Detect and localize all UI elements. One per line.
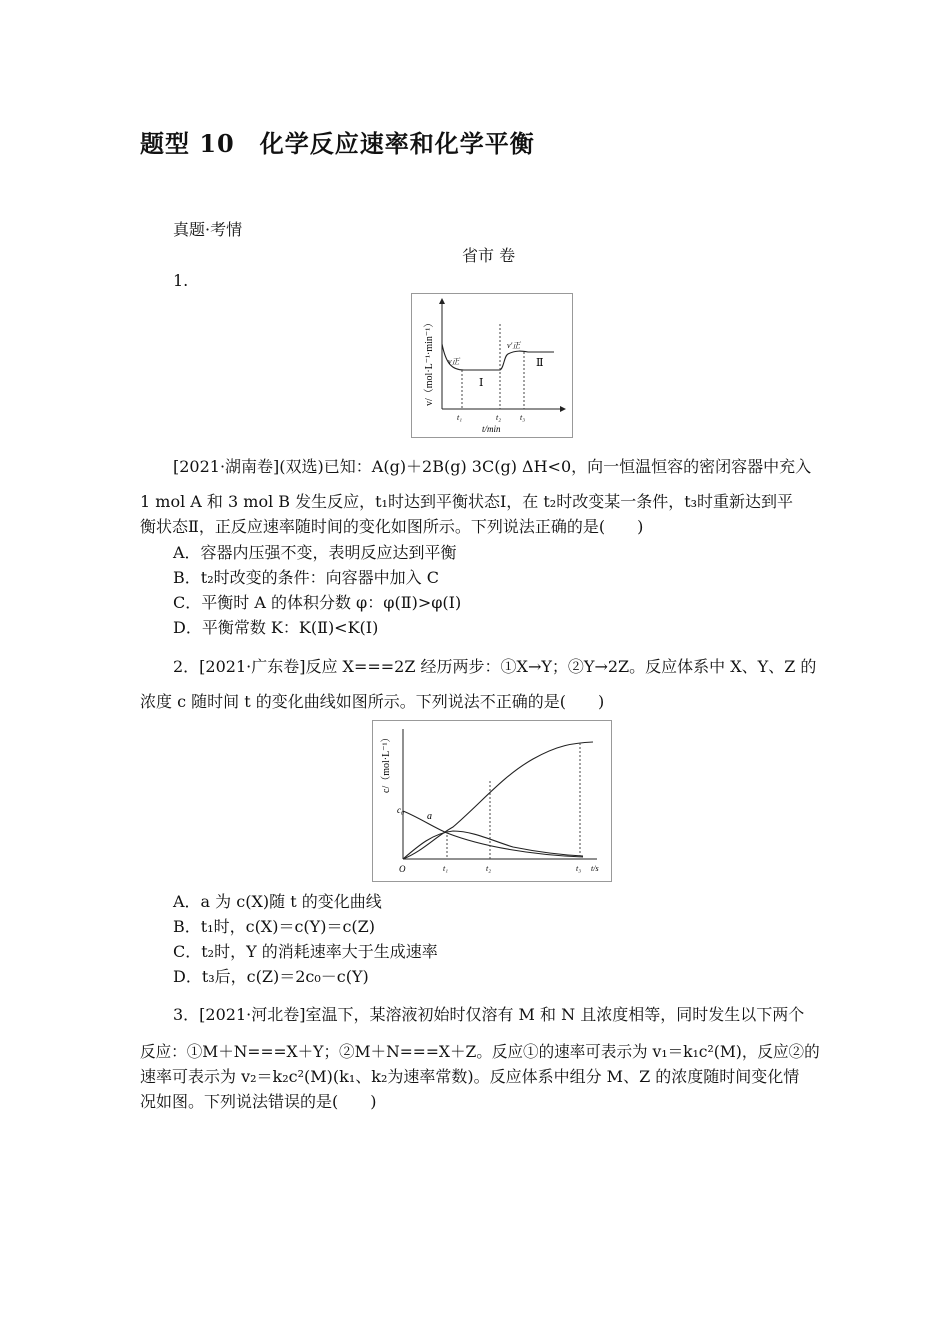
q1-option-d: D．平衡常数 K：K(Ⅱ)<K(Ⅰ) (173, 618, 379, 637)
q2-curve-a-label: a (427, 811, 432, 822)
q1-chart-svg (412, 294, 572, 437)
q1-option-b: B．t₂时改变的条件：向容器中加入 C (173, 568, 439, 587)
q3-stem-line4: 况如图。下列说法错误的是( ) (140, 1092, 377, 1111)
q1-stem-line2: 1 mol A 和 3 mol B 发生反应，t₁时达到平衡状态Ⅰ，在 t₂时改变某一条件，t₃时重新达到平 (140, 492, 794, 511)
q1-option-a: A．容器内压强不变，表明反应达到平衡 (173, 543, 457, 562)
q3-stem-line1: 3．[2021·河北卷]室温下，某溶液初始时仅溶有 M 和 N 且浓度相等，同时发生以下两个 (173, 1005, 805, 1024)
q1-stem-line3: 衡状态Ⅱ，正反应速率随时间的变化如图所示。下列说法正确的是( ) (140, 517, 644, 536)
q1-curve2-label: v'正 (507, 341, 521, 350)
q1-stem-line1: [2021·湖南卷](双选)已知：A(g)＋2B(g) 3C(g) ΔH<0，向一恒温恒容的密闭容器中充入 (173, 457, 812, 476)
q2-origin-label: O (399, 864, 406, 874)
q2-stem-line1: 2．[2021·广东卷]反应 X===2Z 经历两步：①X→Y；②Y→2Z。反应体系中 X、Y、Z 的 (173, 657, 817, 676)
q2-tick-t1: t₁ (443, 864, 449, 873)
q2-stem-line2: 浓度 c 随时间 t 的变化曲线如图所示。下列说法不正确的是( ) (140, 692, 605, 711)
q2-option-b: B．t₁时，c(X)＝c(Y)＝c(Z) (173, 917, 376, 936)
intro-label: 真题·考情 (173, 220, 243, 239)
q2-figure (372, 720, 612, 882)
q2-tick-t2: t₂ (486, 864, 492, 873)
q1-curve1-label: v正 (448, 357, 460, 366)
q2-tick-t3: t₃ (576, 864, 582, 873)
q2-ylabel: c/（mol·L⁻¹） (381, 732, 392, 793)
q1-tick-t1: t₁ (457, 413, 463, 422)
q2-option-a: A．a 为 c(X)随 t 的变化曲线 (173, 892, 382, 911)
q1-state2-label: Ⅱ (536, 357, 544, 369)
q2-option-c: C．t₂时，Y 的消耗速率大于生成速率 (173, 942, 438, 961)
q1-number: 1. (173, 271, 189, 290)
q2-option-d: D．t₃后，c(Z)＝2c₀－c(Y) (173, 967, 369, 986)
q3-stem-line3: 速率可表示为 v₂＝k₂c²(M)(k₁、k₂为速率常数)。反应体系中组分 M、Z 的浓度随时间变化情 (140, 1067, 800, 1086)
q2-chart-svg (373, 721, 611, 881)
page-title: 题型 10 化学反应速率和化学平衡 (140, 129, 535, 158)
q3-stem-line2: 反应：①M＋N===X＋Y；②M＋N===X＋Z。反应①的速率可表示为 v₁＝k₁c²(M)，反应②的 (140, 1042, 820, 1061)
q1-xlabel: t/min (482, 424, 501, 434)
q1-option-c: C．平衡时 A 的体积分数 φ：φ(Ⅱ)>φ(Ⅰ) (173, 593, 462, 612)
q2-c0-label: c₀ (397, 805, 405, 815)
q1-tick-t2: t₂ (496, 413, 502, 422)
q1-figure (411, 293, 573, 438)
q1-state1-label: Ⅰ (479, 377, 484, 389)
section-label: 省市 卷 (462, 246, 516, 265)
q1-ylabel: v/（mol·L⁻¹·min⁻¹） (424, 317, 435, 406)
q2-xlabel: t/s (591, 864, 599, 873)
q1-tick-t3: t₃ (520, 413, 526, 422)
